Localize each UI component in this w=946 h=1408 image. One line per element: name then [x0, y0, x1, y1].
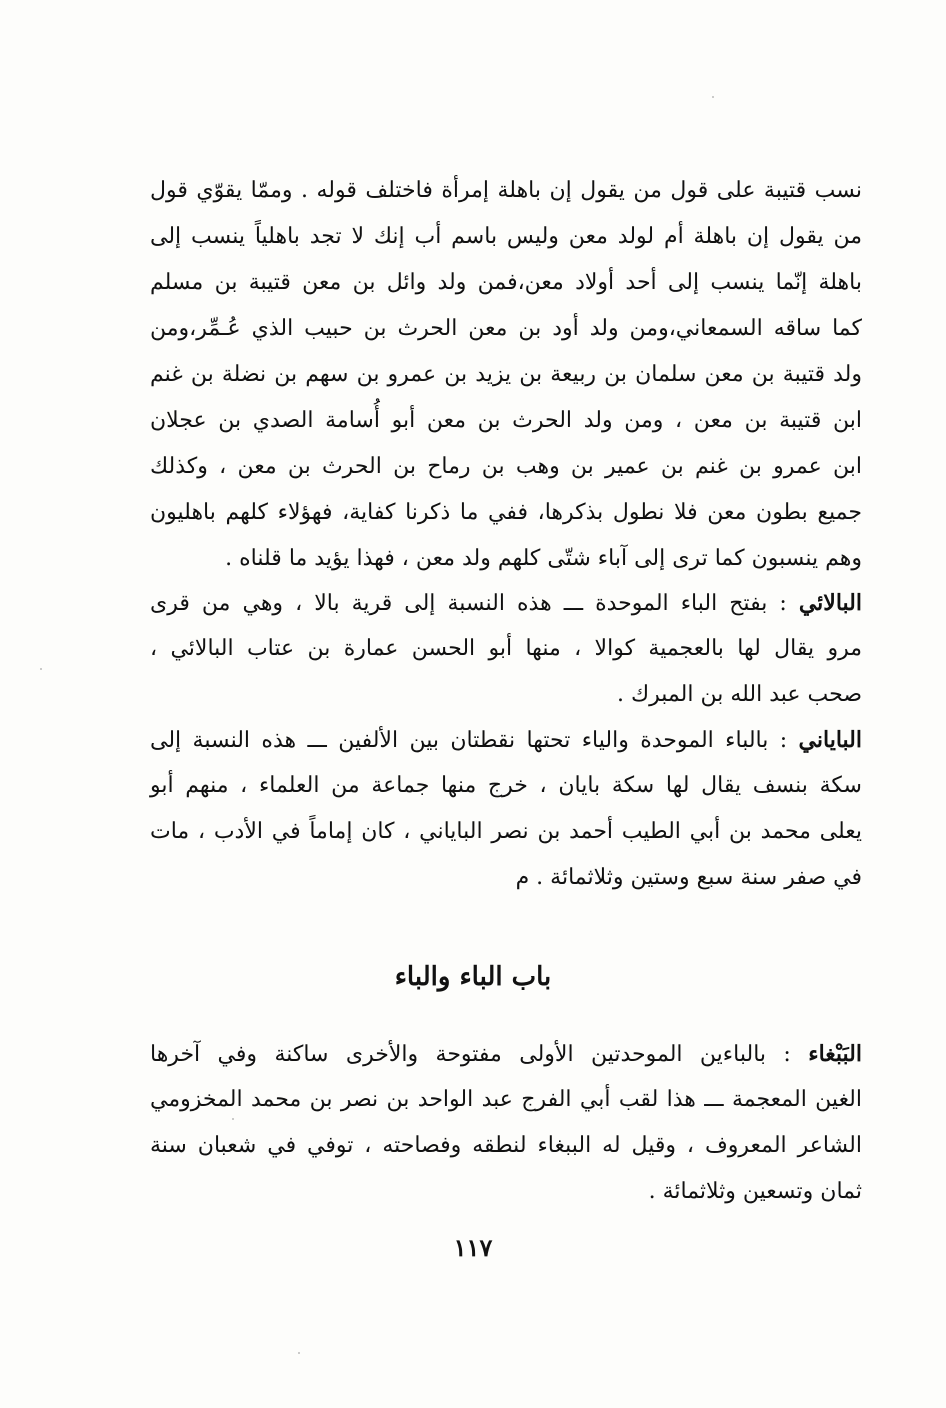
- entry-balali: [150, 580, 862, 718]
- section-heading: باب الباء والباء: [394, 962, 552, 992]
- entry-definition-start: : بالباءين الموحدتين الأولى مفتوحة والأخرى ساكنة وفي آخرها: [150, 1042, 809, 1067]
- text-line: صحب عبد الله بن المبرك .: [617, 682, 862, 707]
- text-line: وهم ينسبون كما ترى إلى آباء شتّى كلهم ولد معن ، فهذا يؤيد ما قلناه .: [225, 546, 862, 571]
- text-line: ثمان وتسعين وثلاثمائة .: [648, 1179, 862, 1204]
- text-line: مرو يقال لها بالعجمية كوالا ، منها أبو الحسن عمارة بن عتاب البالائي ،: [150, 636, 862, 661]
- text-line: سكة بنسف يقال لها سكة بايان ، خرج منها جماعة من العلماء ، منهم أبو: [150, 773, 862, 798]
- text-line: ولد قتيبة بن معن سلمان بن ربيعة بن يزيد بن عمرو بن سهم بن نضلة بن غنم: [150, 362, 862, 387]
- text-line: نسب قتيبة على قول من يقول إن باهلة إمرأة فاختلف قوله . وممّا يقوّي قول: [150, 178, 862, 203]
- paper-speck: [712, 96, 714, 98]
- entry-term: البایاني: [798, 727, 862, 753]
- entry-first-line: [150, 717, 862, 763]
- text-line: من يقول إن باهلة أم لولد معن وليس باسم أب إنك لا تجد باهلياً ينسب إلى: [150, 224, 862, 249]
- text-line: ابن قتيبة بن معن ، ومن ولد الحرث بن معن أبو أُسامة الصدي بن عجلان: [150, 408, 862, 433]
- entry-babagha: [150, 1031, 862, 1215]
- entry-first-line: [150, 1031, 862, 1077]
- text-line: في صفر سنة سبع وستين وثلاثمائة . م: [515, 865, 862, 890]
- entry-term: البَبْغاء: [808, 1041, 862, 1067]
- text-line: الشاعر المعروف ، وقيل له الببغاء لنطقه وفصاحته ، توفي في شعبان سنة: [150, 1133, 862, 1158]
- paper-speck: [232, 1118, 234, 1120]
- text-line: كما ساقه السمعاني،ومن ولد أود بن معن الحرث بن حبيب الذي عُـمِّر،ومن: [150, 316, 862, 341]
- text-line: الغين المعجمة ـــ هذا لقب أبي الفرج عبد الواحد بن نصر بن محمد المخزومي: [150, 1087, 862, 1112]
- entry-term: البالائي: [798, 590, 862, 616]
- entry-definition-start: : بفتح الباء الموحدة ـــ هذه النسبة إلى قرية بالا ، وهي من قرى: [150, 591, 799, 616]
- paper-speck: [298, 1352, 300, 1354]
- entry-definition-start: : بالباء الموحدة والياء تحتها نقطتان بين الألفين ـــ هذه النسبة إلى: [150, 728, 799, 753]
- entry-first-line: [150, 580, 862, 626]
- paragraph-qutayba-lineage: [150, 168, 862, 582]
- text-line: يعلى محمد بن أبي الطيب أحمد بن نصر البایاني ، كان إماماً في الأدب ، مات: [150, 819, 862, 844]
- page-number: ١١٧: [453, 1233, 493, 1262]
- text-line: ابن عمرو بن غنم بن عمير بن وهب بن رماح بن الحرث بن معن ، وكذلك: [150, 454, 862, 479]
- entry-bayani: [150, 717, 862, 901]
- text-line: باهلة إنّما ينسب إلى أحد أولاد معن،فمن ولد وائل بن معن قتيبة بن مسلم: [150, 270, 862, 295]
- paper-speck: [40, 668, 42, 670]
- text-line: جميع بطون معن فلا نطول بذكرها، ففي ما ذكرنا كفاية، فهؤلاء كلهم باهليون: [150, 500, 862, 525]
